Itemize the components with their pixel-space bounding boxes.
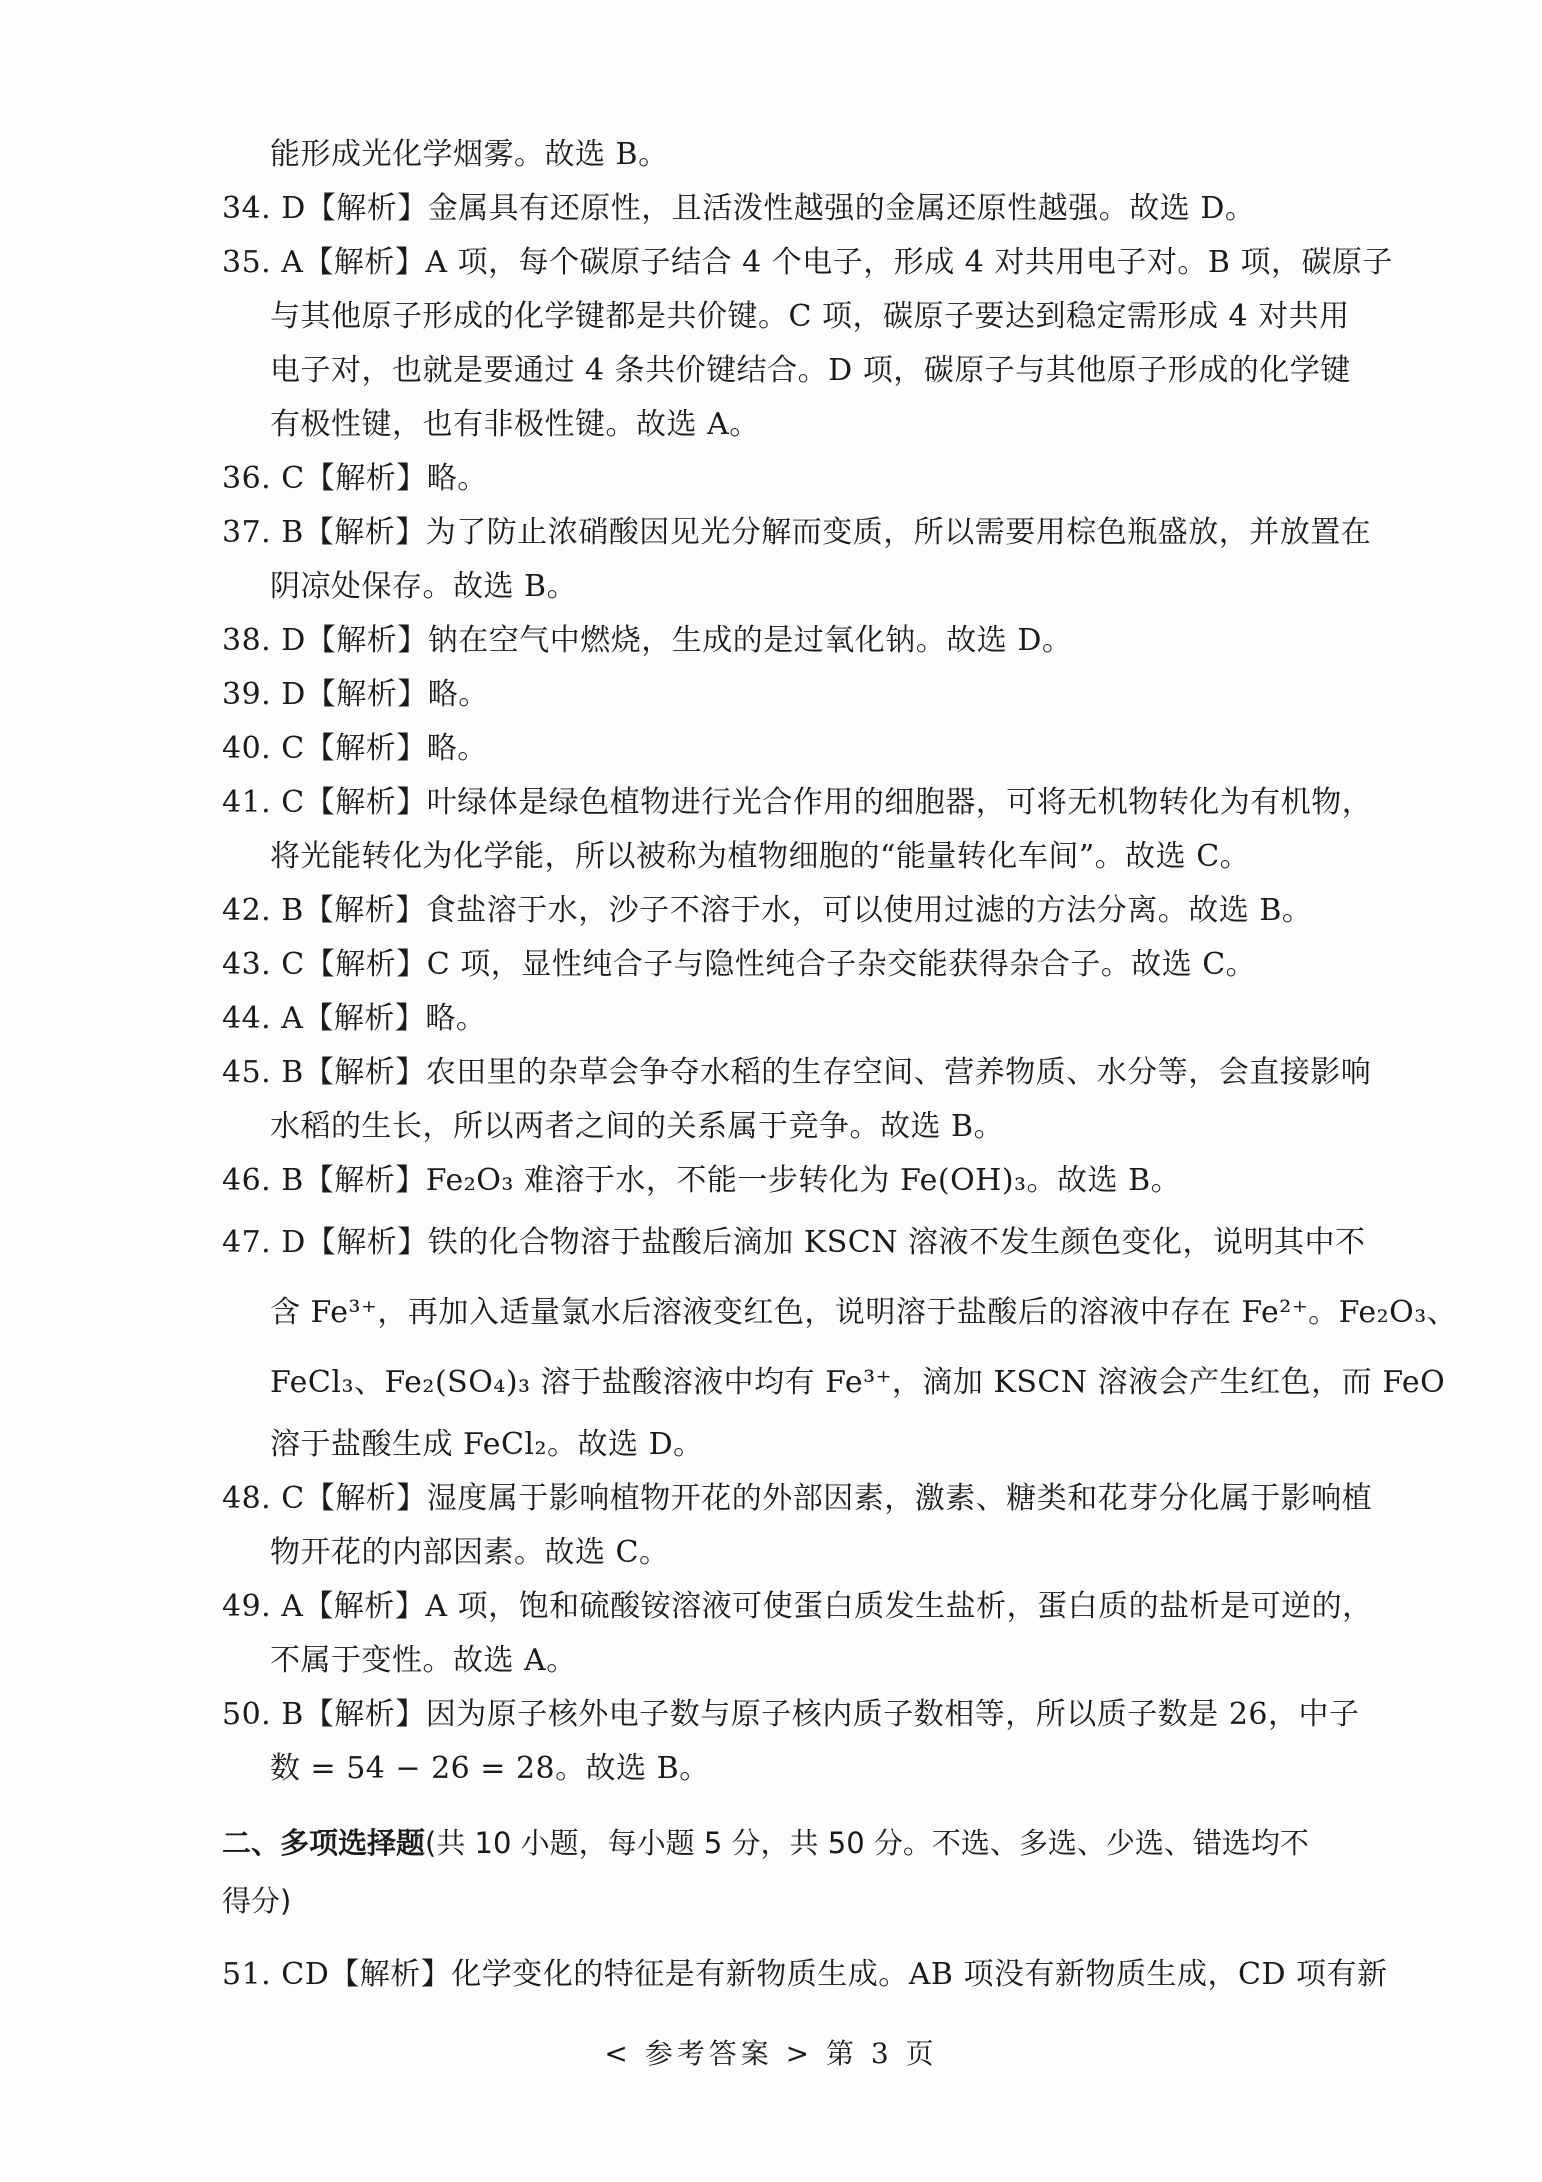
answer-line: 42. B【解析】食盐溶于水，沙子不溶于水，可以使用过滤的方法分离。故选 B。 [222, 893, 1313, 928]
answer-line: 51. CD【解析】化学变化的特征是有新物质生成。AB 项没有新物质生成，CD 项有新 [222, 1957, 1388, 1992]
answer-line: 电子对，也就是要通过 4 条共价键结合。D 项，碳原子与其他原子形成的化学键 [270, 353, 1351, 388]
answer-line: 47. D【解析】铁的化合物溶于盐酸后滴加 KSCN 溶液不发生颜色变化，说明其中不 [222, 1225, 1366, 1260]
answer-line: 与其他原子形成的化学键都是共价键。C 项，碳原子要达到稳定需形成 4 对共用 [270, 299, 1350, 334]
section-heading-note: (共 10 小题，每小题 5 分，共 50 分。不选、多选、少选、错选均不 [425, 1826, 1309, 1860]
answer-line: 44. A【解析】略。 [222, 1001, 487, 1036]
answer-line: 48. C【解析】湿度属于影响植物开花的外部因素，激素、糖类和花芽分化属于影响植 [222, 1481, 1373, 1516]
answer-line: 34. D【解析】金属具有还原性，且活泼性越强的金属还原性越强。故选 D。 [222, 191, 1256, 226]
section-heading-multiple-choice [222, 1814, 1372, 1872]
answer-line: 35. A【解析】A 项，每个碳原子结合 4 个电子，形成 4 对共用电子对。B 项，碳原子 [222, 245, 1394, 280]
answer-line: 38. D【解析】钠在空气中燃烧，生成的是过氧化钠。故选 D。 [222, 623, 1073, 658]
answer-line: 49. A【解析】A 项，饱和硫酸铵溶液可使蛋白质发生盐析，蛋白质的盐析是可逆的， [222, 1589, 1373, 1624]
answer-line: 50. B【解析】因为原子核外电子数与原子核内质子数相等，所以质子数是 26，中子 [222, 1697, 1360, 1732]
answer-line: 有极性键，也有非极性键。故选 A。 [270, 407, 760, 442]
answer-line: 水稻的生长，所以两者之间的关系属于竞争。故选 B。 [270, 1109, 1005, 1144]
section-heading-title: 二、多项选择题 [222, 1826, 426, 1860]
answer-line: 40. C【解析】略。 [222, 731, 488, 766]
answer-line: 39. D【解析】略。 [222, 677, 489, 712]
answer-line: 37. B【解析】为了防止浓硝酸因见光分解而变质，所以需要用棕色瓶盛放，并放置在 [222, 515, 1372, 550]
answer-lines [222, 128, 1458, 1796]
page-footer: < 参考答案 > 第 3 页 [604, 2037, 938, 2070]
answer-line: 将光能转化为化学能，所以被称为植物细胞的“能量转化车间”。故选 C。 [270, 839, 1251, 874]
answer-line: 46. B【解析】Fe₂O₃ 难溶于水，不能一步转化为 Fe(OH)₃。故选 B。 [222, 1163, 1182, 1198]
answer-content [222, 128, 1458, 2002]
answer-line: 36. C【解析】略。 [222, 461, 488, 496]
answer-line: 41. C【解析】叶绿体是绿色植物进行光合作用的细胞器，可将无机物转化为有机物， [222, 785, 1373, 820]
answer-line: 数 = 54 − 26 = 28。故选 B。 [270, 1751, 710, 1786]
answer-line: 溶于盐酸生成 FeCl₂。故选 D。 [270, 1427, 704, 1462]
answer-line: 能形成光化学烟雾。故选 B。 [270, 137, 669, 172]
answer-line: 物开花的内部因素。故选 C。 [270, 1535, 670, 1570]
answer-line: 含 Fe³⁺，再加入适量氯水后溶液变红色，说明溶于盐酸后的溶液中存在 Fe²⁺。Fe₂O₃、 [270, 1295, 1458, 1330]
answer-lines-after [222, 1948, 1388, 2002]
answer-line: 43. C【解析】C 项，显性纯合子与隐性纯合子杂交能获得杂合子。故选 C。 [222, 947, 1257, 982]
section-heading-continuation: 得分) [222, 1884, 292, 1918]
answer-line: 45. B【解析】农田里的杂草会争夺水稻的生存空间、营养物质、水分等，会直接影响 [222, 1055, 1372, 1090]
answer-line: 阴凉处保存。故选 B。 [270, 569, 578, 604]
answer-line: 不属于变性。故选 A。 [270, 1643, 577, 1678]
answer-line: FeCl₃、Fe₂(SO₄)₃ 溶于盐酸溶液中均有 Fe³⁺，滴加 KSCN 溶液会产生红色，而 FeO [270, 1365, 1446, 1400]
